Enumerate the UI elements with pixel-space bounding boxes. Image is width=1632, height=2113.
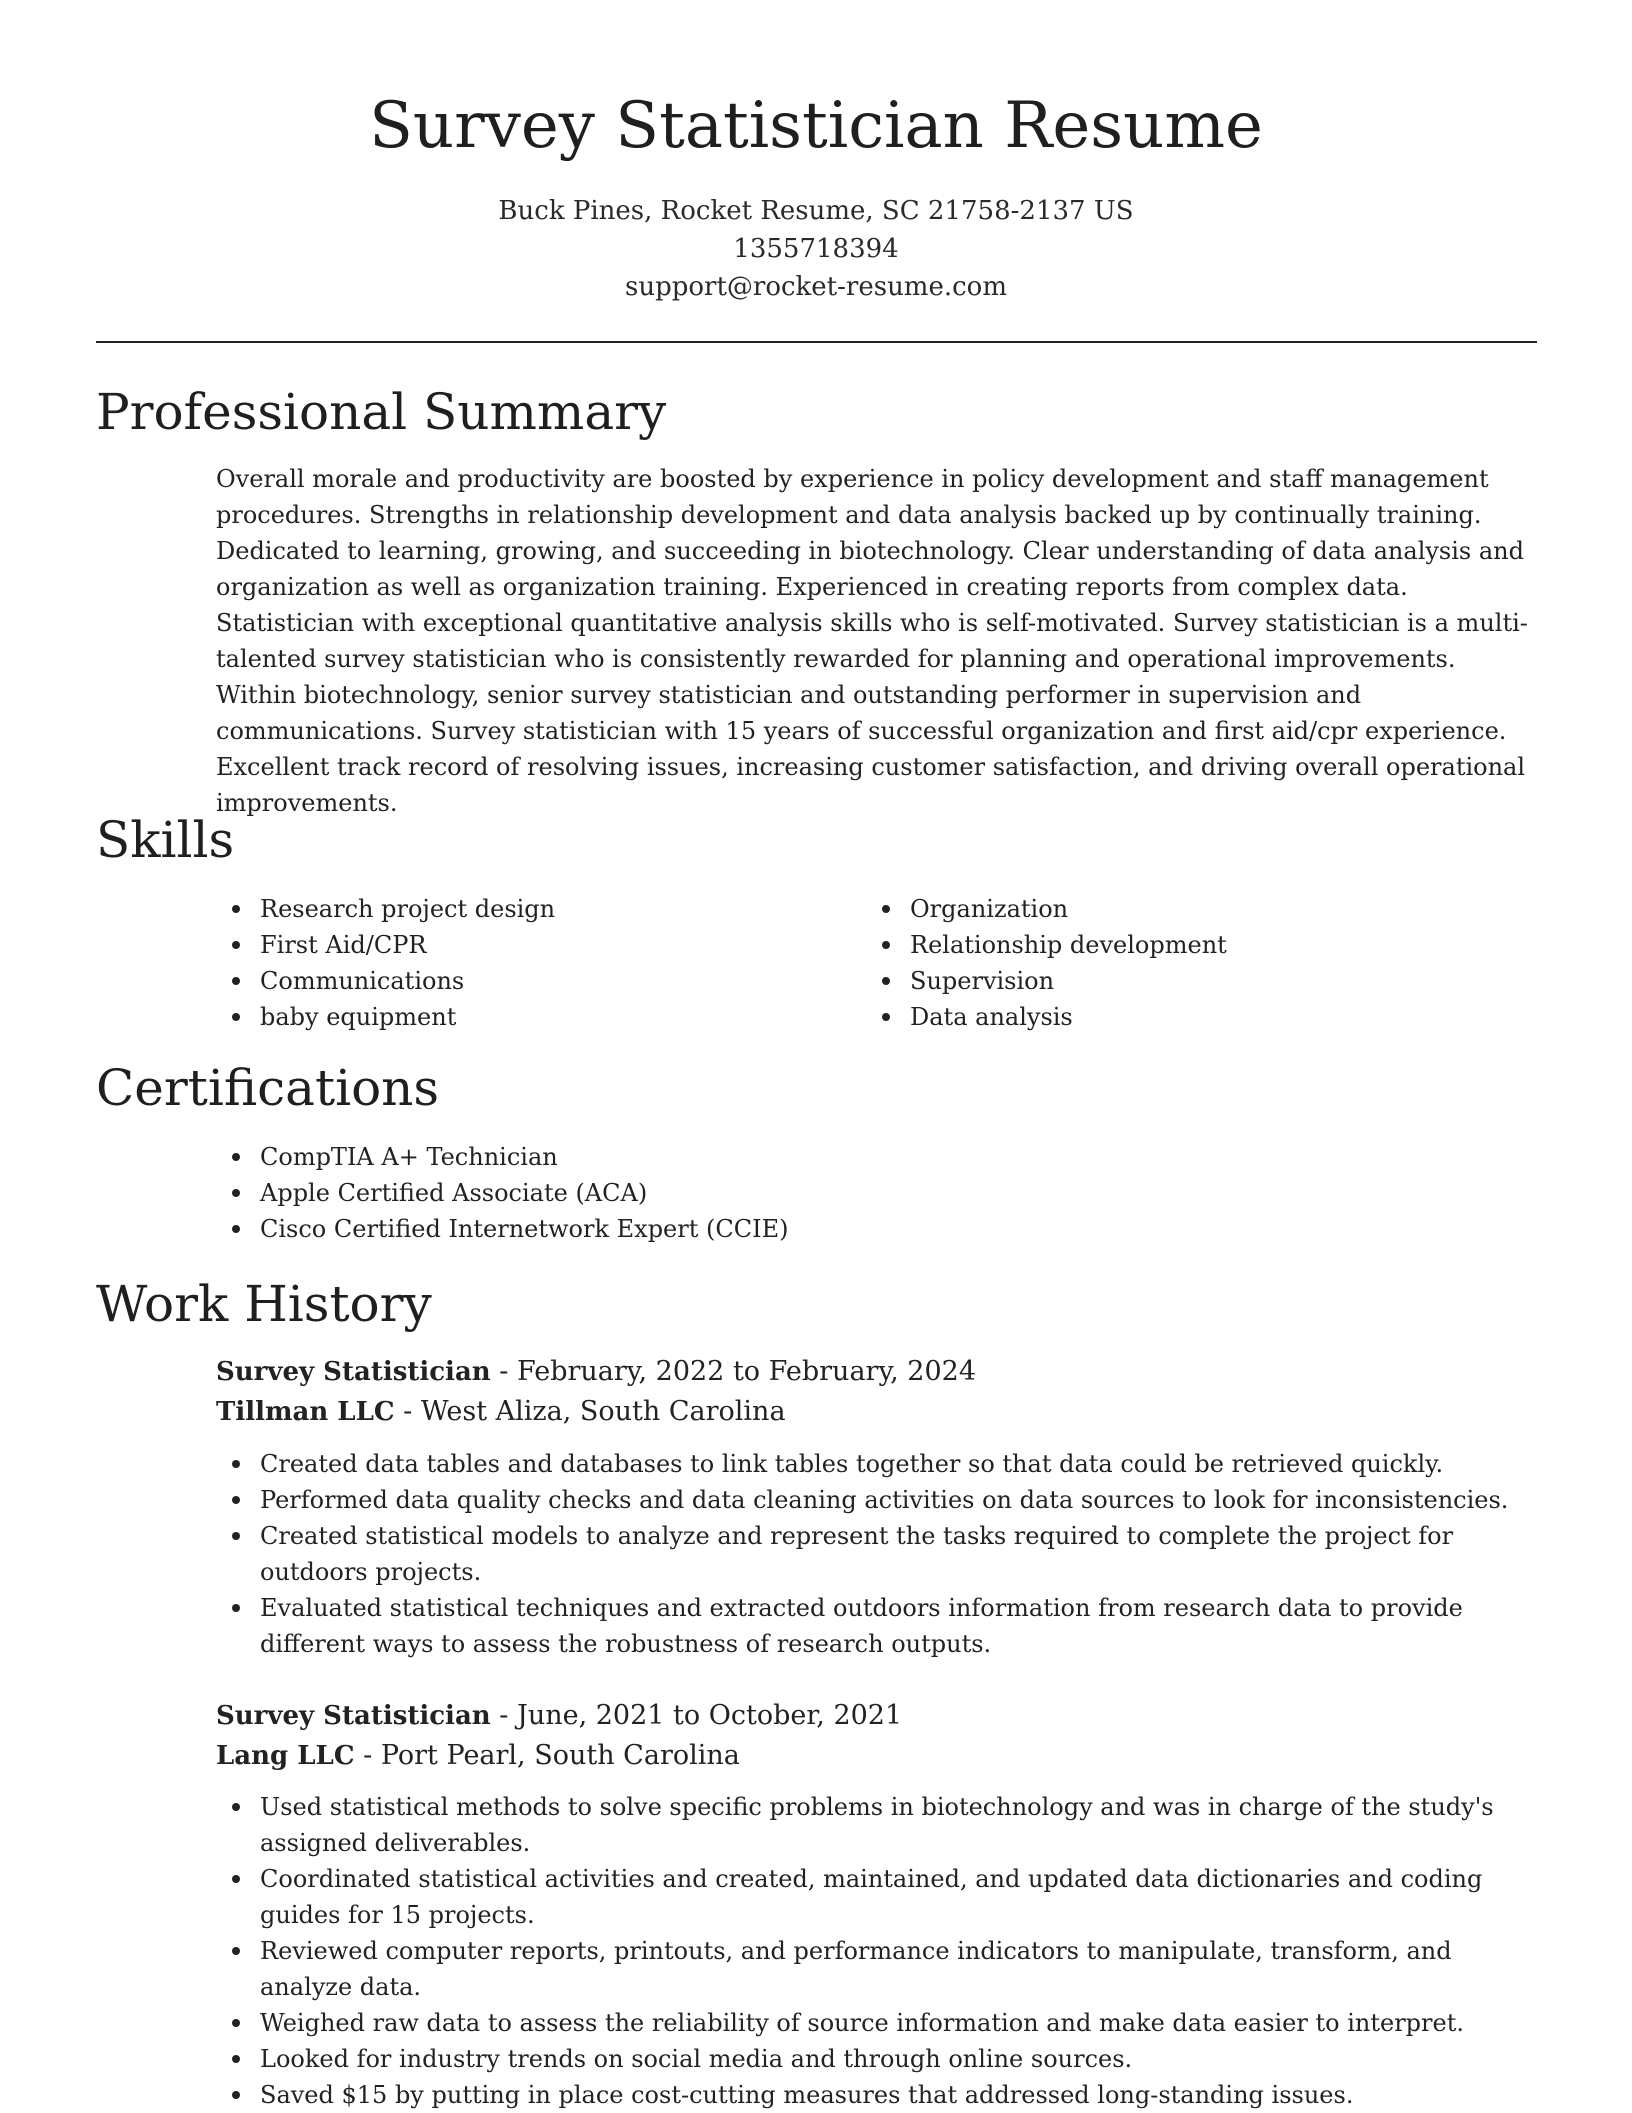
job-bullet: Performed data quality checks and data cleaning activities on data sources to look for inconsistencies.: [216, 1482, 1538, 1518]
job-location: - West Aliza, South Carolina: [394, 1396, 786, 1427]
job-dates: - February, 2022 to February, 2024: [490, 1356, 976, 1387]
contact-block: [0, 192, 1632, 306]
job-bullet: Reviewed computer reports, printouts, and performance indicators to manipulate, transform, and analyze data.: [216, 1933, 1538, 2005]
job-role: Survey Statistician: [216, 1357, 491, 1387]
job-bullets: [216, 1446, 1538, 1662]
skill-item: First Aid/CPR: [216, 927, 816, 963]
job-bullet: Looked for industry trends on social media and through online sources.: [216, 2041, 1538, 2077]
job-bullet: Saved $15 by putting in place cost-cutting measures that addressed long-standing issues.: [216, 2077, 1538, 2113]
job-bullet: Weighed raw data to assess the reliability of source information and make data easier to interpret.: [216, 2005, 1538, 2041]
job-bullets: [216, 1789, 1538, 2113]
job-company-line: [216, 1392, 786, 1432]
job-location: - Port Pearl, South Carolina: [354, 1740, 740, 1771]
job-company: Tillman LLC: [216, 1397, 395, 1427]
summary-text: Overall morale and productivity are boosted by experience in policy development and staff management procedures. Strengths in relationship development and data analysis backed up by continually training. Dedicated to learning, growing, and succeeding in biotechnology. Clear understanding of data analysis and organization as well as organization training. Experienced in creating reports from complex data. Statistician with exceptional quantitative analysis skills who is self-motivated. Survey statistician is a multi-talented survey statistician who is consistently rewarded for planning and operational improvements. Within biotechnology, senior survey statistician and outstanding performer in supervision and communications. Survey statistician with 15 years of successful organization and first aid/cpr experience. Excellent track record of resolving issues, increasing customer satisfaction, and driving overall operational improvements.: [216, 465, 1528, 817]
work-history-heading: Work History: [96, 1275, 432, 1333]
job-bullet: Created data tables and databases to link tables together so that data could be retrieved quickly.: [216, 1446, 1538, 1482]
certification-item: Apple Certified Associate (ACA): [216, 1175, 1538, 1211]
skill-item: Research project design: [216, 891, 816, 927]
job-dates: - June, 2021 to October, 2021: [490, 1700, 903, 1731]
certifications-heading: Certifications: [96, 1059, 440, 1117]
skill-item: Supervision: [866, 963, 1466, 999]
job-title-line: [216, 1352, 976, 1392]
certification-item: CompTIA A+ Technician: [216, 1139, 1538, 1175]
skill-item: Data analysis: [866, 999, 1466, 1035]
job-company: Lang LLC: [216, 1741, 355, 1771]
skill-item: Organization: [866, 891, 1466, 927]
job-bullet: Created statistical models to analyze and represent the tasks required to complete the project for outdoors projects.: [216, 1518, 1538, 1590]
job-bullet: Used statistical methods to solve specific problems in biotechnology and was in charge of the study's assigned deliverables.: [216, 1789, 1538, 1861]
job-title-line: [216, 1696, 902, 1736]
resume-title: Survey Statistician Resume: [369, 89, 1263, 163]
skills-list-left: [216, 891, 816, 1035]
summary-heading: Professional Summary: [96, 383, 667, 441]
skill-item: Relationship development: [866, 927, 1466, 963]
skill-item: baby equipment: [216, 999, 816, 1035]
certification-item: Cisco Certified Internetwork Expert (CCIE): [216, 1211, 1538, 1247]
certifications-list: [216, 1139, 1538, 1247]
skills-list-right: [866, 891, 1466, 1035]
skill-item: Communications: [216, 963, 816, 999]
skills-heading: Skills: [96, 811, 235, 869]
header-divider: [96, 341, 1537, 343]
job-company-line: [216, 1736, 740, 1776]
contact-phone: 1355718394: [733, 234, 899, 264]
job-role: Survey Statistician: [216, 1701, 491, 1731]
contact-email: support@rocket-resume.com: [624, 272, 1007, 302]
job-bullet: Coordinated statistical activities and created, maintained, and updated data dictionaries and coding guides for 15 projects.: [216, 1861, 1538, 1933]
job-bullet: Evaluated statistical techniques and extracted outdoors information from research data to provide different ways to assess the robustness of research outputs.: [216, 1590, 1538, 1662]
contact-address: Buck Pines, Rocket Resume, SC 21758-2137 US: [498, 196, 1134, 226]
